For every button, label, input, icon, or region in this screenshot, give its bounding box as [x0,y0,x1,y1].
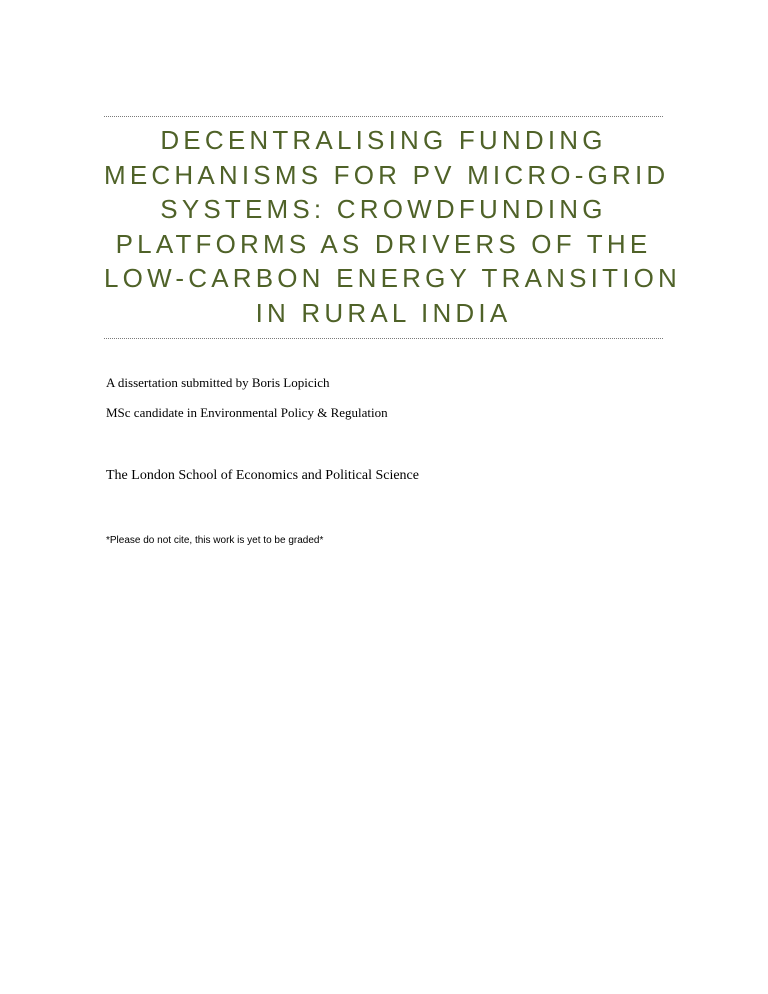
author-line: A dissertation submitted by Boris Lopicich [106,375,330,390]
citation-note: *Please do not cite, this work is yet to be graded* [106,535,324,546]
title-bottom-rule [104,338,663,339]
title-line: LOW-CARBON ENERGY TRANSITION [104,263,682,293]
title-line: DECENTRALISING FUNDING [160,125,607,155]
title-line: MECHANISMS FOR PV MICRO-GRID [104,159,670,190]
title-line: PLATFORMS AS DRIVERS OF THE [115,228,652,259]
institution-name: The London School of Economics and Political Science [106,468,419,483]
candidate-line: MSc candidate in Environmental Policy & Regulation [106,405,388,420]
title-line: IN RURAL INDIA [255,297,512,328]
title-line: SYSTEMS: CROWDFUNDING [160,194,607,224]
title-block [104,116,682,339]
document-title [104,117,682,338]
